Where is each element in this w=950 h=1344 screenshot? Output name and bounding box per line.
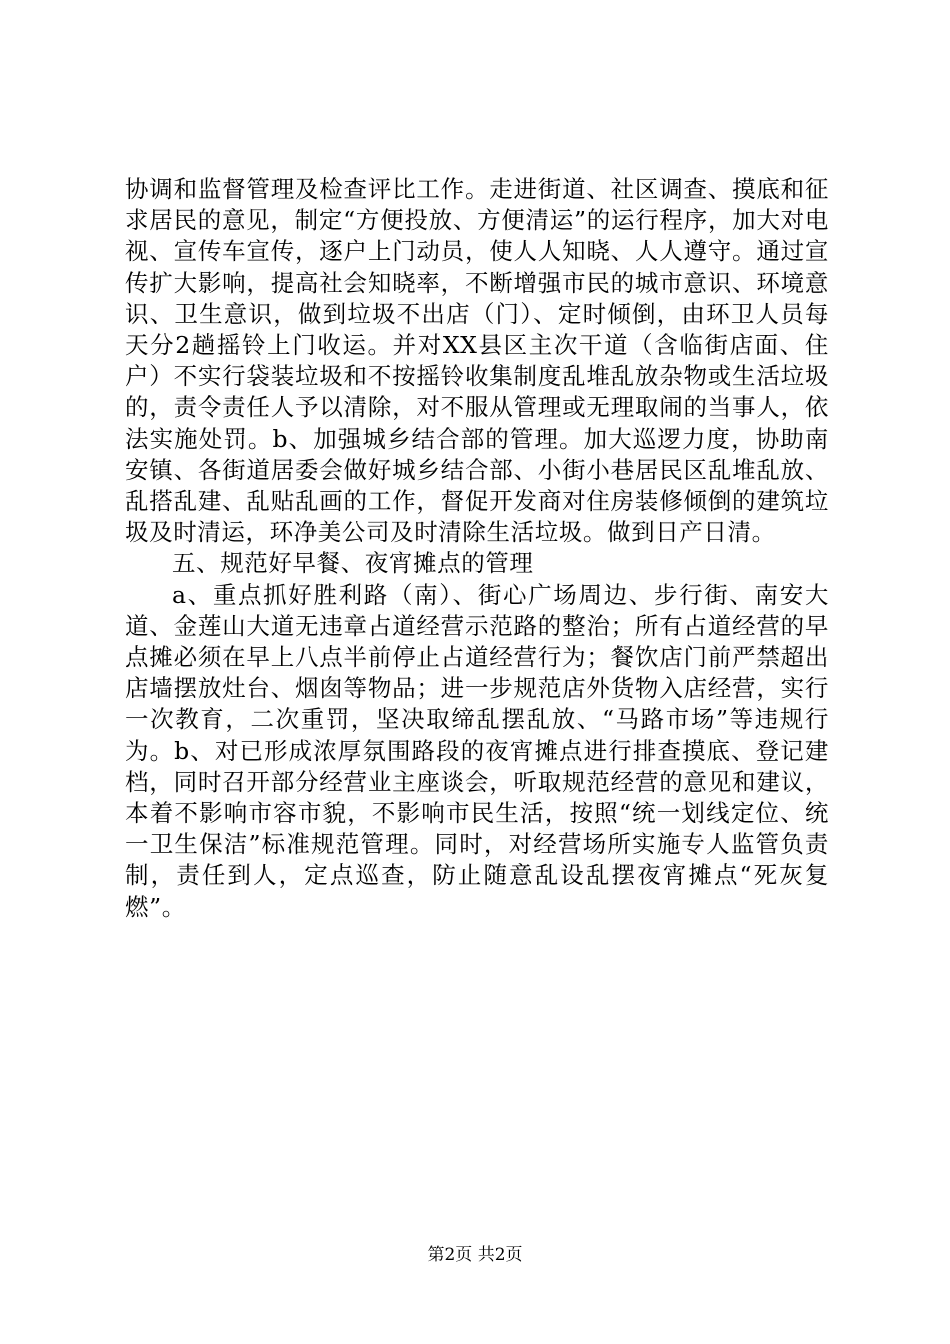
section-heading-five: 五、规范好早餐、夜宵摊点的管理 [172,549,534,578]
body-paragraph-continued: 协调和监督管理及检查评比工作。走进街道、社区调查、摸底和征求居民的意见，制定“方便投放、方便清运”的运行程序，加大对电视、宣传车宣传，逐户上门动员，使人人知晓、人人遵守。通过宣传扩大影响，提高社会知晓率，不断增强市民的城市意识、环境意识、卫生意识，做到垃圾不出店（门）、定时倾倒，由环卫人员每天分2趟摇铃上门收运。并对XX县区主次干道（含临街店面、住户）不实行袋装垃圾和不按摇铃收集制度乱堆乱放杂物或生活垃圾的，责令责任人予以清除，对不服从管理或无理取闹的当事人，依法实施处罚。b、加强城乡结合部的管理。加大巡逻力度，协助南安镇、各街道居委会做好城乡结合部、小街小巷居民区乱堆乱放、乱搭乱建、乱贴乱画的工作，督促开发商对住房装修倾倒的建筑垃圾及时清运，环净美公司及时清除生活垃圾。做到日产日清。 [125,175,829,547]
page-number-footer: 第2页 共2页 [427,1245,523,1265]
body-paragraph-section-five: a、重点抓好胜利路（南）、街心广场周边、步行街、南安大道、金莲山大道无违章占道经营示范路的整治；所有占道经营的早点摊必须在早上八点半前停止占道经营行为；餐饮店门前严禁超出店墙摆放灶台、烟囱等物品；进一步规范店外货物入店经营，实行一次教育，二次重罚，坚决取缔乱摆乱放、“马路市场”等违规行为。b、对已形成浓厚氛围路段的夜宵摊点进行排查摸底、登记建档，同时召开部分经营业主座谈会，听取规范经营的意见和建议，本着不影响市容市貌，不影响市民生活，按照“统一划线定位、统一卫生保洁”标准规范管理。同时，对经营场所实施专人监管负责制，责任到人，定点巡查，防止随意乱设乱摆夜宵摊点“死灰复燃”。 [125,580,829,921]
document-body [125,174,829,923]
